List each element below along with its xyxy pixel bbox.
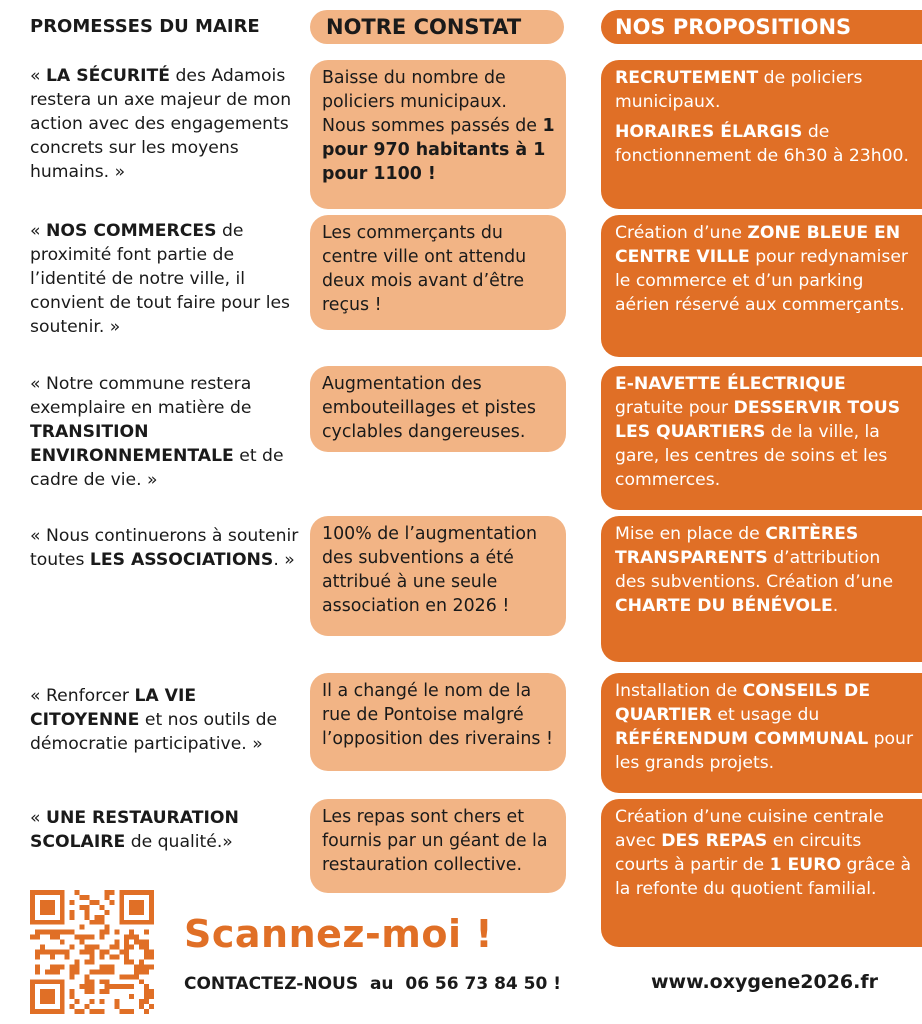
constat-securite: Baisse du nombre de policiers municipaux. Nous sommes passés de 1 pour 970 habitants à 1 pour 1100 ! (310, 60, 566, 209)
header-constat: NOTRE CONSTAT (310, 10, 564, 44)
header-propositions: NOS PROPOSITIONS (601, 10, 922, 44)
promise-securite: « LA SÉCURITÉ des Adamois restera un axe majeur de mon action avec des engagements concrets sur les moyens humains. » (30, 66, 292, 182)
constat-commerces: Les commerçants du centre ville ont attendu deux mois avant d’être reçus ! (310, 215, 566, 330)
constat-transition: Augmentation des embouteillages et pistes cyclables dangereuses. (310, 366, 566, 452)
promise-associations: « Nous continuerons à soutenir toutes LES ASSOCIATIONS. » (30, 526, 299, 570)
constat-restauration: Les repas sont chers et fournis par un géant de la restauration collective. (310, 799, 566, 893)
contact-line (184, 974, 561, 994)
proposition-vie-citoyenne: Installation de CONSEILS DE QUARTIER et usage du RÉFÉRENDUM COMMUNAL pour les grands projets. (601, 673, 922, 793)
constat-associations: 100% de l’augmentation des subventions a été attribué à une seule association en 2026 ! (310, 516, 566, 636)
proposition-commerces: Création d’une ZONE BLEUE EN CENTRE VILLE pour redynamiser le commerce et d’un parking aérien réservé aux commerçants. (601, 215, 922, 357)
website-link[interactable]: www.oxygene2026.fr (651, 971, 878, 993)
proposition-restauration: Création d’une cuisine centrale avec DES REPAS en circuits courts à partir de 1 EURO grâce à la refonte du quotient familial. (601, 799, 922, 947)
promise-vie-citoyenne: « Renforcer LA VIE CITOYENNE et nos outils de démocratie participative. » (30, 686, 278, 754)
proposition-transition: E-NAVETTE ÉLECTRIQUE gratuite pour DESSERVIR TOUS LES QUARTIERS de la ville, la gare, les centres de soins et les commerces. (601, 366, 922, 510)
scan-title: Scannez-moi ! (184, 912, 494, 956)
promise-restauration: « UNE RESTAURATION SCOLAIRE de qualité.» (30, 808, 239, 852)
constat-vie-citoyenne: Il a changé le nom de la rue de Pontoise malgré l’opposition des riverains ! (310, 673, 566, 771)
contact-label: CONTACTEZ-NOUS (184, 974, 359, 994)
qr-code[interactable] (30, 890, 154, 1014)
phone-number[interactable]: 06 56 73 84 50 ! (405, 974, 561, 994)
promise-commerces: « NOS COMMERCES de proximité font partie de l’identité de notre ville, il convient de tout faire pour les soutenir. » (30, 221, 291, 337)
proposition-associations: Mise en place de CRITÈRES TRANSPARENTS d’attribution des subventions. Création d’une CHARTE DU BÉNÉVOLE. (601, 516, 922, 662)
contact-au: au (369, 974, 394, 994)
header-promesses: PROMESSES DU MAIRE (30, 16, 260, 37)
proposition-securite: RECRUTEMENT de policiers municipaux. HORAIRES ÉLARGIS de fonctionnement de 6h30 à 23h00. (601, 60, 922, 209)
promise-transition: « Notre commune restera exemplaire en matière de TRANSITION ENVIRONNEMENTALE et de cadre de vie. » (30, 374, 284, 490)
